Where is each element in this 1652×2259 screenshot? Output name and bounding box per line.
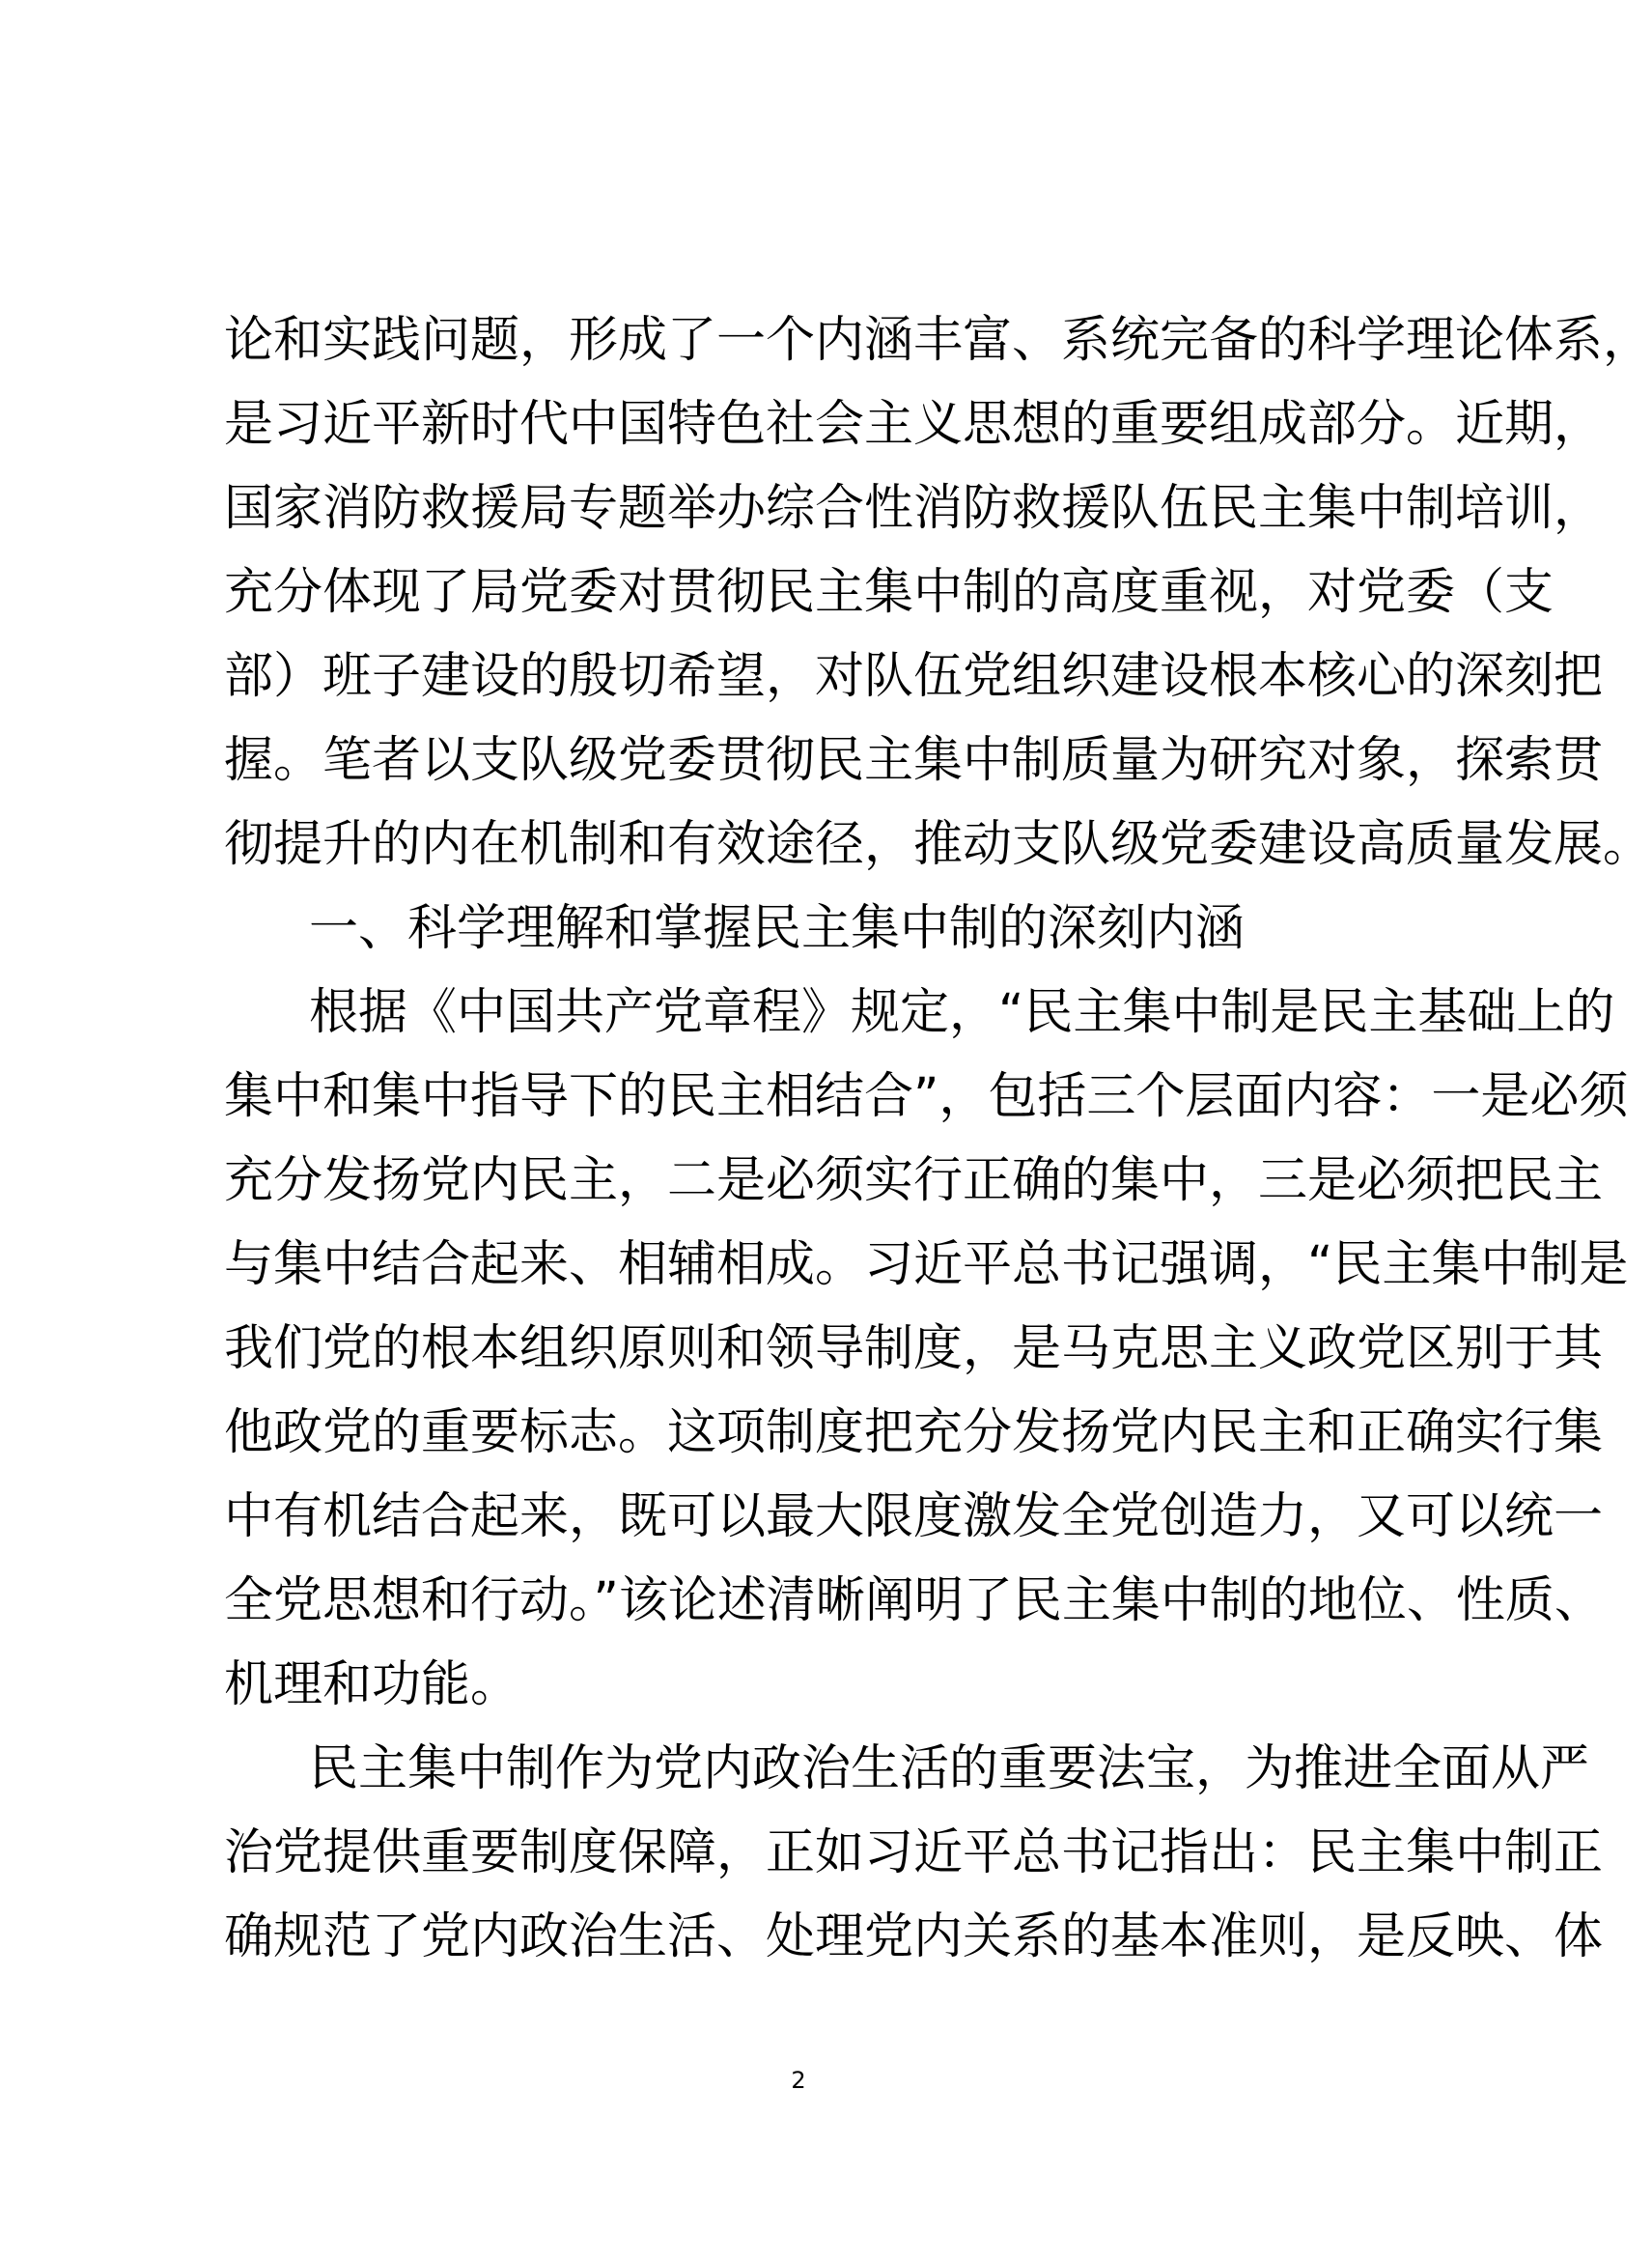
text-line: 国家消防救援局专题举办综合性消防救援队伍民主集中制培训， bbox=[224, 480, 1604, 537]
paragraph bbox=[224, 298, 1652, 887]
text-line: 中有机结合起来，既可以最大限度激发全党创造力，又可以统一 bbox=[224, 1488, 1604, 1545]
text-line: 部）班子建设的殷切希望，对队伍党组织建设根本核心的深刻把 bbox=[224, 648, 1604, 705]
text-line: 治党提供重要制度保障，正如习近平总书记指出：民主集中制正 bbox=[224, 1824, 1604, 1881]
text-line: 与集中结合起来、相辅相成。习近平总书记强调，“民主集中制是 bbox=[224, 1236, 1629, 1293]
text-line: 是习近平新时代中国特色社会主义思想的重要组成部分。近期， bbox=[224, 396, 1604, 453]
document-body bbox=[224, 298, 1652, 1979]
text-line: 握。笔者以支队级党委贯彻民主集中制质量为研究对象，探索贯 bbox=[224, 732, 1604, 789]
text-line: 我们党的根本组织原则和领导制度，是马克思主义政党区别于其 bbox=[224, 1320, 1604, 1377]
section-heading bbox=[224, 887, 1450, 971]
paragraph bbox=[224, 971, 1629, 1727]
text-line: 机理和功能。 bbox=[224, 1656, 520, 1713]
text-line: 他政党的重要标志。这项制度把充分发扬党内民主和正确实行集 bbox=[224, 1404, 1604, 1461]
text-line: 论和实践问题，形成了一个内涵丰富、系统完备的科学理论体系， bbox=[224, 312, 1652, 369]
text-line: 全党思想和行动。”该论述清晰阐明了民主集中制的地位、性质、 bbox=[224, 1572, 1604, 1629]
text-line: 根据《中国共产党章程》规定，“民主集中制是民主基础上的 bbox=[309, 984, 1615, 1041]
text-line: 民主集中制作为党内政治生活的重要法宝，为推进全面从严 bbox=[309, 1740, 1590, 1797]
text-line: 一、科学理解和掌握民主集中制的深刻内涵 bbox=[309, 900, 1246, 957]
page-number: 2 bbox=[791, 2067, 806, 2094]
text-line: 充分发扬党内民主，二是必须实行正确的集中，三是必须把民主 bbox=[224, 1152, 1604, 1209]
text-line: 彻提升的内在机制和有效途径，推动支队级党委建设高质量发展。 bbox=[224, 816, 1652, 873]
text-line: 确规范了党内政治生活、处理党内关系的基本准则，是反映、体 bbox=[224, 1908, 1604, 1965]
paragraph bbox=[224, 1727, 1604, 1979]
text-line: 充分体现了局党委对贯彻民主集中制的高度重视，对党委（支 bbox=[224, 564, 1554, 621]
text-line: 集中和集中指导下的民主相结合”，包括三个层面内容：一是必须 bbox=[224, 1068, 1629, 1125]
